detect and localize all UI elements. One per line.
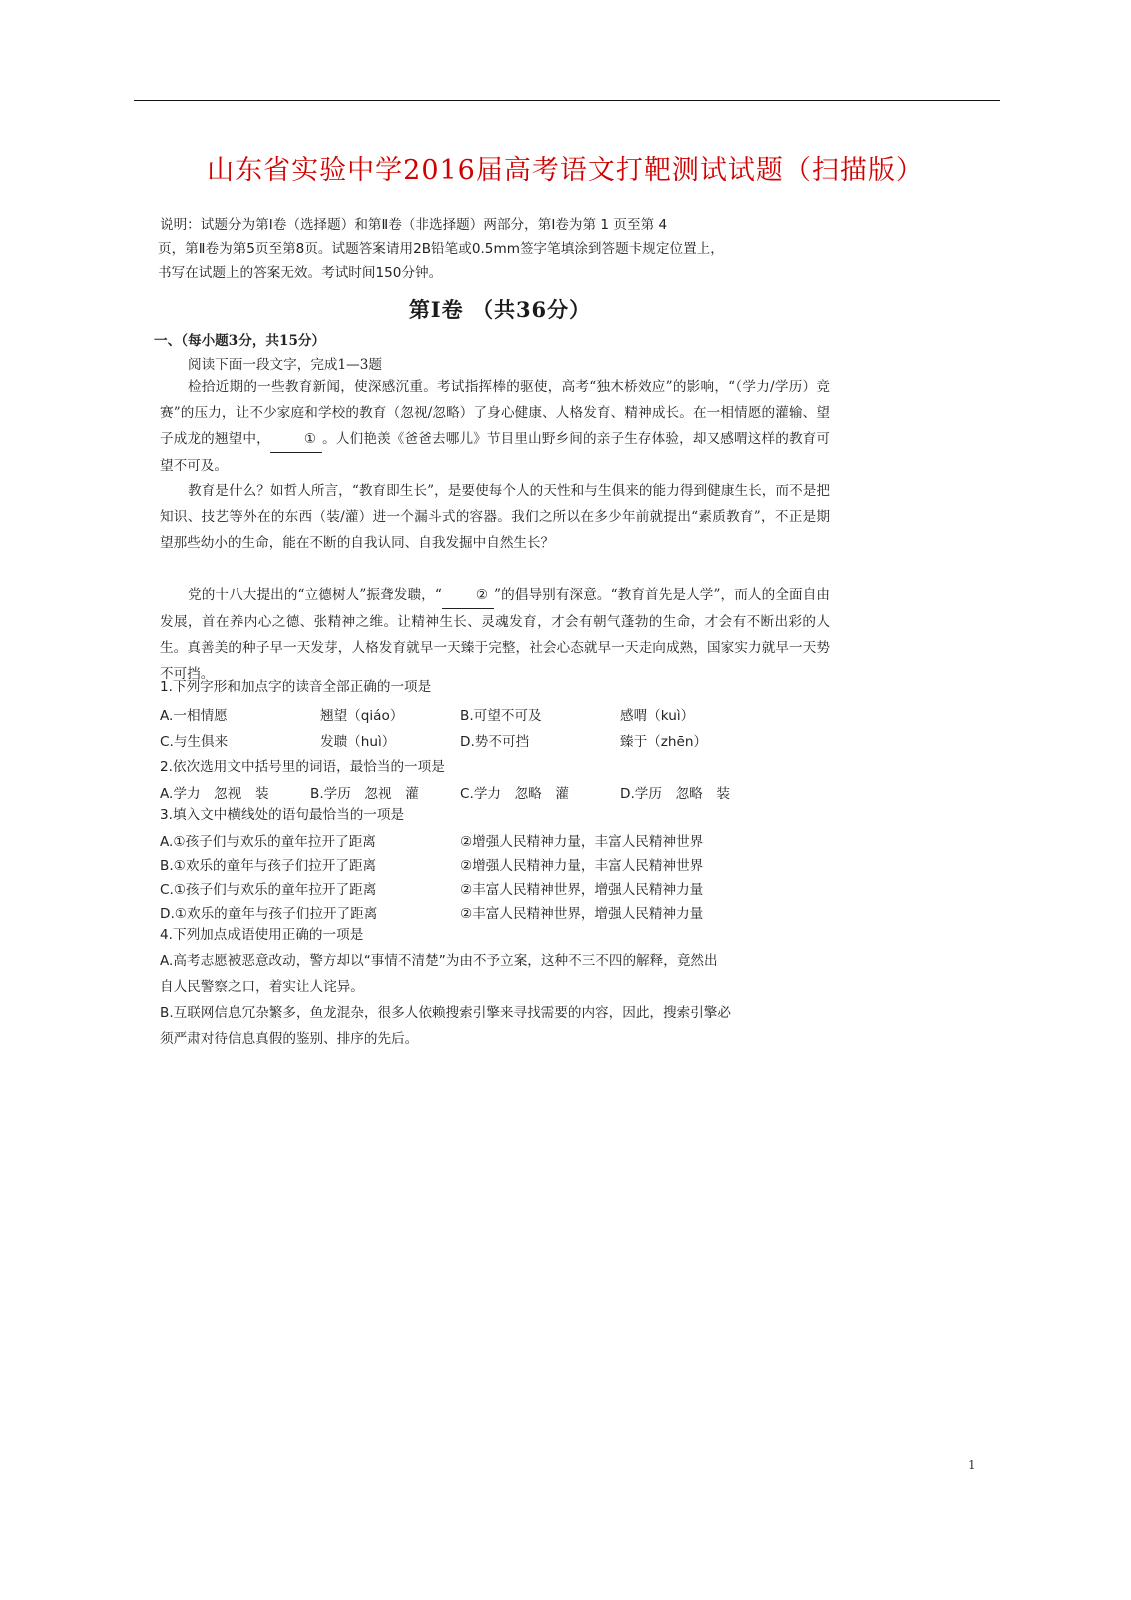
q1-option-b: B.可望不可及 (460, 708, 542, 724)
q4-option-a-line-1: A.高考志愿被恶意改动，警方却以“事情不清楚”为由不予立案，这种不三不四的解释，竟然出 (160, 953, 718, 969)
q2-option-a: A.学力 忽视 装 (160, 786, 269, 802)
q4-option-a-line-2: 自人民警察之口，着实让人诧异。 (160, 979, 364, 995)
question-4-stem: 4.下列加点成语使用正确的一项是 (160, 927, 364, 943)
passage-intro: 阅读下面一段文字，完成1—3题 (188, 357, 383, 373)
q3-option-b-part2: ②增强人民精神力量，丰富人民精神世界 (460, 858, 704, 874)
header-rule (134, 100, 1000, 101)
paragraph-3-text-a: 党的十八大提出的“立德树人”振聋发聩，“ (188, 587, 442, 603)
q2-option-d: D.学历 忽略 装 (620, 786, 730, 802)
paragraph-3-text-b: ”的倡导别有深意。“教育首先是人学”，而人的全面自由发展，首在养内心之德、张精神之维。让精神生长、灵魂发育，才会有朝气蓬勃的生命，才会有不断出彩的人生。真善美的种子早一天发芽，人格发育就早一天臻于完整，社会心态就早一天走向成熟，国家实力就早一天势不可挡。 (160, 587, 830, 682)
passage-paragraph-2: 教育是什么？如哲人所言，“教育即生长”，是要使每个人的天性和与生俱来的能力得到健康生长，而不是把知识、技艺等外在的东西（装/灌）进一个漏斗式的容器。我们之所以在多少年前就提出“素质教育”，不正是期望那些幼小的生命，能在不断的自我认同、自我发掘中自然生长？ (160, 483, 830, 551)
instructions-line-1: 说明：试题分为第Ⅰ卷（选择题）和第Ⅱ卷（非选择题）两部分，第Ⅰ卷为第 1 页至第 4 (160, 217, 668, 233)
q3-option-d-part2: ②丰富人民精神世界，增强人民精神力量 (460, 906, 704, 922)
q1-option-d: D.势不可挡 (460, 734, 530, 750)
q1-option-b-pinyin: 感喟（kuì） (620, 708, 695, 724)
question-2-stem: 2.依次选用文中括号里的词语，最恰当的一项是 (160, 759, 445, 775)
blank-2: ② (442, 582, 494, 609)
q4-option-b-line-2: 须严肃对待信息真假的鉴别、排序的先后。 (160, 1031, 419, 1047)
paragraph-1-text-b: 。人们艳羡《爸爸去哪儿》节目里山野乡间的亲子生存体验，却又感喟这样的教育可望不可及。 (160, 431, 831, 474)
volume-heading: 第Ⅰ卷 （共36分） (408, 297, 592, 322)
page-number: 1 (968, 1458, 976, 1472)
q1-option-a: A.一相情愿 (160, 708, 228, 724)
instructions-line-3: 书写在试题上的答案无效。考试时间150分钟。 (158, 265, 443, 281)
q3-option-a-part1: A.①孩子们与欢乐的童年拉开了距离 (160, 834, 376, 850)
q3-option-d-part1: D.①欢乐的童年与孩子们拉开了距离 (160, 906, 378, 922)
q3-option-c-part1: C.①孩子们与欢乐的童年拉开了距离 (160, 882, 377, 898)
passage-paragraph-3 (160, 582, 830, 687)
q3-option-a-part2: ②增强人民精神力量，丰富人民精神世界 (460, 834, 704, 850)
q2-option-c: C.学力 忽略 灌 (460, 786, 569, 802)
q4-option-b-line-1: B.互联网信息冗杂繁多，鱼龙混杂，很多人依赖搜索引擎来寻找需要的内容，因此，搜索引擎必 (160, 1005, 731, 1021)
question-3-stem: 3.填入文中横线处的语句最恰当的一项是 (160, 807, 405, 823)
q3-option-c-part2: ②丰富人民精神世界，增强人民精神力量 (460, 882, 704, 898)
q1-option-c-pinyin: 发聩（huì） (320, 734, 396, 750)
q1-option-d-pinyin: 臻于（zhēn） (620, 734, 708, 750)
document-title: 山东省实验中学2016届高考语文打靶测试试题（扫描版） (207, 155, 924, 186)
q1-option-c: C.与生俱来 (160, 734, 229, 750)
passage-paragraph-1 (160, 374, 830, 479)
question-1-stem: 1.下列字形和加点字的读音全部正确的一项是 (160, 679, 432, 695)
instructions-line-2: 页，第Ⅱ卷为第5页至第8页。试题答案请用2B铅笔或0.5mm签字笔填涂到答题卡规定位置上， (158, 241, 724, 257)
blank-1: ① (270, 426, 322, 453)
q1-option-a-pinyin: 翘望（qiáo） (320, 708, 404, 724)
paragraph-1-text-a: 检拾近期的一些教育新闻，使深感沉重。考试指挥棒的驱使，高考“独木桥效应”的影响，“（学力/学历）竞赛”的压力，让不少家庭和学校的教育（忽视/忽略）了身心健康、人格发育、精神成长。在一相情愿的灌输、望子成龙的翘望中， (160, 379, 830, 447)
q2-option-b: B.学历 忽视 灌 (310, 786, 419, 802)
section-heading: 一、（每小题3分，共15分） (154, 333, 326, 349)
q3-option-b-part1: B.①欢乐的童年与孩子们拉开了距离 (160, 858, 377, 874)
